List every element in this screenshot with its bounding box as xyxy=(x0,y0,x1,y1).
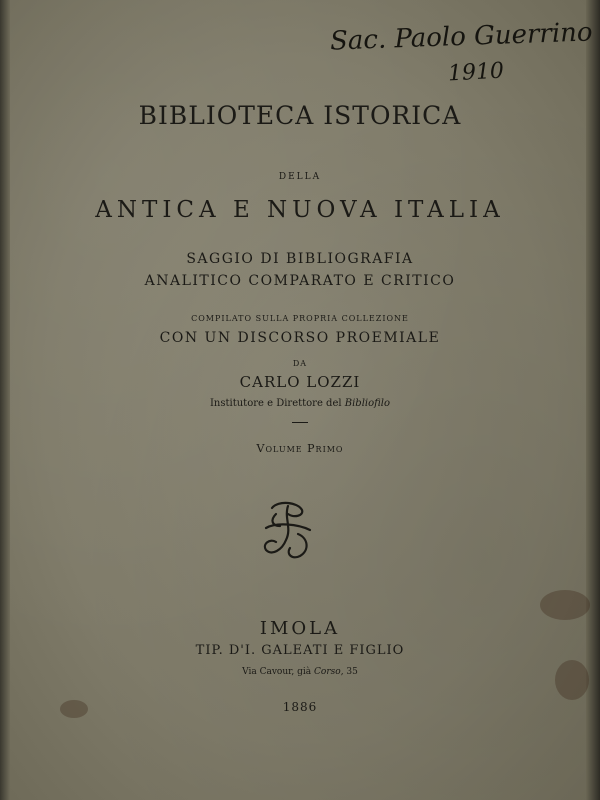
title-line-2: DELLA xyxy=(278,172,322,182)
author-name: CARLO LOZZI xyxy=(239,373,361,391)
author-role-journal: Bibliofilo xyxy=(344,398,391,409)
handwritten-year: 1910 xyxy=(447,58,505,87)
subtitle-line-1: SAGGIO DI BIBLIOGRAFIA xyxy=(186,251,414,267)
imprint-address xyxy=(0,667,600,677)
stain xyxy=(540,590,590,620)
subtitle-line-4: CON UN DISCORSO PROEMIALE xyxy=(159,330,441,346)
imprint-year: 1886 xyxy=(282,700,318,714)
title-line-3: ANTICA E NUOVA ITALIA xyxy=(95,197,505,223)
volume-label: Volume Primo xyxy=(256,442,344,455)
author-role xyxy=(0,398,600,409)
publisher-monogram-icon xyxy=(258,498,318,564)
title-line-1: BIBLIOTECA ISTORICA xyxy=(138,101,462,130)
author-da: DA xyxy=(292,359,308,368)
subtitle-line-3: COMPILATO SULLA PROPRIA COLLEZIONE xyxy=(191,314,409,323)
subtitle-line-2: ANALITICO COMPARATO E CRITICO xyxy=(144,273,456,289)
imprint-city: IMOLA xyxy=(259,618,341,639)
handwritten-signature: Sac. Paolo Guerrino xyxy=(329,17,594,57)
imprint-address-italic: Corso xyxy=(314,667,341,677)
imprint-printer: TIP. D'I. GALEATI E FIGLIO xyxy=(195,643,405,658)
imprint-address-suffix: , 35 xyxy=(340,667,358,677)
author-role-prefix: Institutore e Direttore del xyxy=(209,398,345,409)
imprint-address-prefix: Via Cavour, già xyxy=(242,667,315,677)
stain xyxy=(555,660,589,700)
divider-rule xyxy=(292,422,308,423)
